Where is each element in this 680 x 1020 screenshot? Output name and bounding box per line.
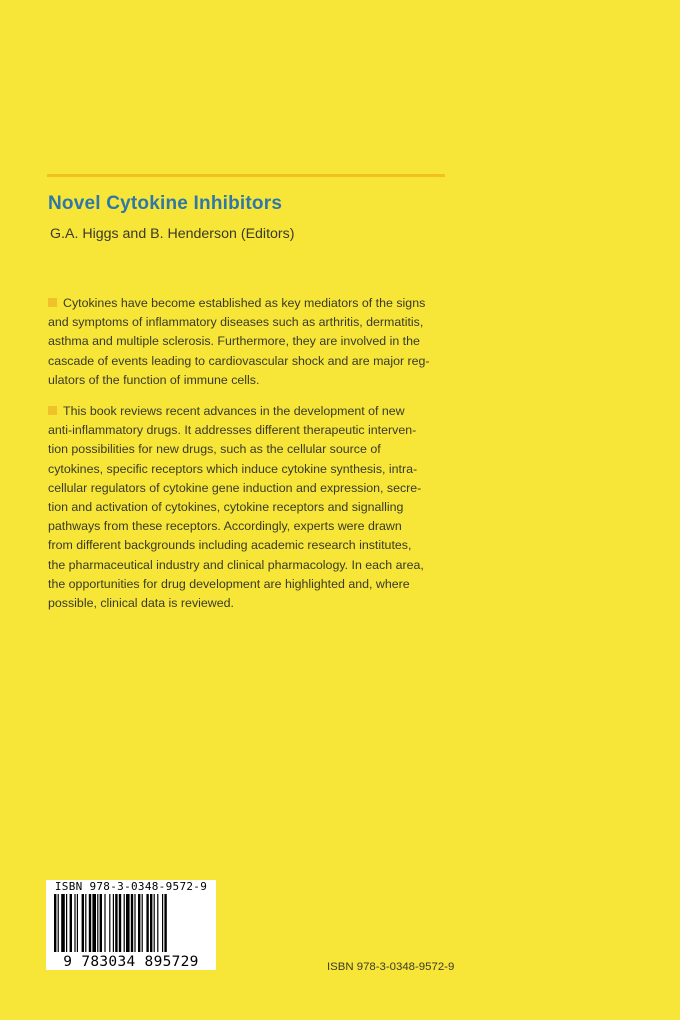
- paragraph-line: cytokines, specific receptors which induce cytokine synthesis, intra-: [48, 461, 418, 476]
- paragraph-line: ulators of the function of immune cells.: [48, 372, 260, 387]
- paragraph-line: possible, clinical data is reviewed.: [48, 596, 234, 611]
- book-editors: G.A. Higgs and B. Henderson (Editors): [50, 226, 295, 242]
- paragraph-line: asthma and multiple sclerosis. Furthermore, they are involved in the: [48, 334, 420, 349]
- square-bullet-icon: [48, 406, 57, 415]
- description-paragraph-1: [48, 294, 448, 390]
- paragraph-line: cascade of events leading to cardiovascular shock and are major reg-: [48, 353, 430, 368]
- paragraph-line: This book reviews recent advances in the development of new: [48, 402, 448, 421]
- barcode-isbn-text: ISBN 978-3-0348-9572-9: [54, 880, 208, 893]
- description-paragraph-2: [48, 402, 448, 613]
- paragraph-line: from different backgrounds including academic research institutes,: [48, 538, 412, 553]
- paragraph-line: tion and activation of cytokines, cytokine receptors and signalling: [48, 500, 404, 515]
- paragraph-line: Cytokines have become established as key mediators of the signs: [48, 294, 448, 313]
- barcode-bars-icon: [54, 894, 208, 952]
- title-rule: [47, 174, 445, 177]
- paragraph-line: the pharmaceutical industry and clinical pharmacology. In each area,: [48, 557, 424, 572]
- isbn-label: ISBN 978-3-0348-9572-9: [327, 961, 455, 973]
- barcode: [46, 880, 216, 970]
- barcode-ean-digits: 9 783034 895729: [63, 954, 199, 970]
- paragraph-line: and symptoms of inflammatory diseases such as arthritis, dermatitis,: [48, 315, 424, 330]
- paragraph-line: cellular regulators of cytokine gene induction and expression, secre-: [48, 480, 422, 495]
- square-bullet-icon: [48, 298, 57, 307]
- paragraph-line: pathways from these receptors. Accordingly, experts were drawn: [48, 519, 402, 534]
- paragraph-line: anti-inflammatory drugs. It addresses different therapeutic interven-: [48, 423, 417, 438]
- paragraph-line: tion possibilities for new drugs, such as the cellular source of: [48, 442, 381, 457]
- book-title: Novel Cytokine Inhibitors: [48, 193, 283, 214]
- paragraph-line: the opportunities for drug development are highlighted and, where: [48, 576, 410, 591]
